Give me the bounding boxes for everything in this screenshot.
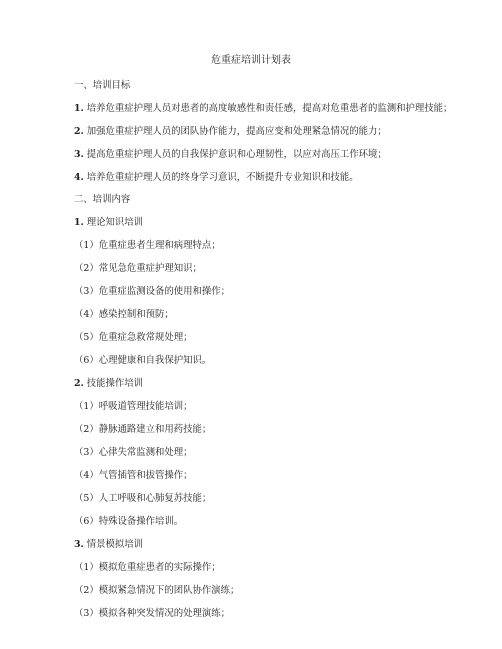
item-number: 4. [74,172,84,183]
list-item: （2）常见急危重症护理知识； [74,263,202,274]
list-item: （3）心律失常监测和处理； [74,447,193,458]
goal-item-1 [74,103,452,115]
list-item: （4）气管插管和拔管操作； [74,470,193,481]
subsection-heading [74,539,143,551]
list-item: （4）感染控制和预防； [74,309,174,320]
list-item: （2）静脉通路建立和用药技能； [74,424,212,435]
item-text: 加强危重症护理人员的团队协作能力，提高应变和处理紧急情况的能力； [83,126,387,137]
list-item: （1）呼吸道管理技能培训； [74,401,193,412]
item-number: 3. [74,539,84,550]
list-item: （3）危重症监测设备的使用和操作； [74,286,230,297]
list-item: （2）模拟紧急情况下的团队协作演练； [74,585,240,596]
subsection-heading [74,378,143,390]
list-item: （5）人工呼吸和心肺复苏技能； [74,493,212,504]
list-item: （6）心理健康和自我保护知识。 [74,355,212,366]
item-number: 2. [74,126,84,137]
list-item: （6）特殊设备操作培训。 [74,516,184,527]
item-text: 技能操作培训 [83,378,144,389]
item-number: 2. [74,378,84,389]
item-text: 理论知识培训 [83,217,144,228]
item-number: 1. [74,217,84,228]
goal-item-2 [74,126,387,138]
list-item: （1）危重症患者生理和病理特点； [74,240,221,251]
item-text: 培养危重症护理人员的终身学习意识，不断提升专业知识和技能。 [83,172,359,183]
item-number: 3. [74,149,84,160]
section-heading: 一、培训目标 [74,80,131,91]
document-title: 危重症培训计划表 [211,55,291,66]
list-item: （3）模拟各种突发情况的处理演练； [74,608,230,619]
item-number: 1. [74,103,84,114]
list-item: （1）模拟危重症患者的实际操作； [74,562,221,573]
goal-item-4 [74,172,359,184]
section-heading: 二、培训内容 [74,194,131,205]
list-item: （5）危重症急救常规处理； [74,332,193,343]
subsection-heading [74,217,143,229]
goal-item-3 [74,149,387,161]
item-text: 情景模拟培训 [83,539,144,550]
item-text: 提高危重症护理人员的自我保护意识和心理韧性，以应对高压工作环境； [83,149,387,160]
item-text: 培养危重症护理人员对患者的高度敏感性和责任感，提高对危重患者的监测和护理技能； [83,103,453,114]
